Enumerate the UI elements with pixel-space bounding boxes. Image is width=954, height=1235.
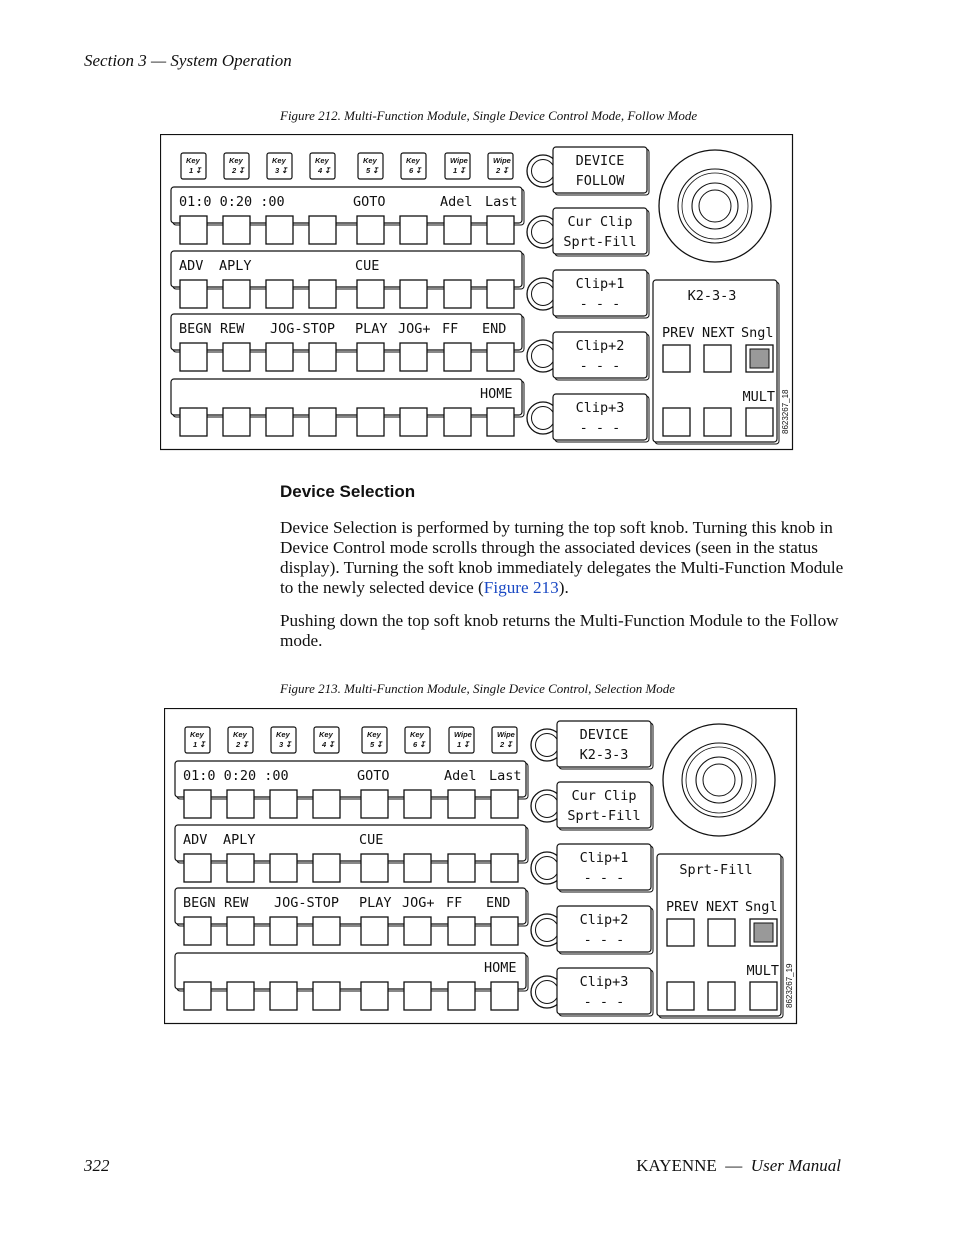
panel-button [491,982,518,1010]
panel-button [404,854,431,882]
soft-label-top: Clip+1 [575,276,625,292]
paragraph-1 [280,518,845,598]
soft-label-top: Cur Clip [567,214,633,230]
figure-212-diagram [160,134,794,451]
panel-button [313,917,340,945]
display-label: CUE [355,258,380,274]
panel-button [227,982,254,1010]
figure-213 [164,708,798,1026]
panel-button [357,216,384,244]
display-label: 01:0 0:20 :00 [179,194,285,210]
panel-button [487,343,514,371]
mini-key-label: Key [190,730,204,739]
panel-button [184,790,211,818]
panel-button [270,854,297,882]
display-label: PLAY [355,321,388,337]
joystick-center [703,764,735,796]
mini-key-number: 1 ↧ [457,740,470,749]
mini-key-number: 6 ↧ [413,740,426,749]
panel-button [313,854,340,882]
status-label: PREV [662,325,695,341]
display-label: ADV [179,258,204,274]
panel-button [180,408,207,436]
panel-button [491,854,518,882]
panel-button [400,216,427,244]
mini-key-label: Key [367,730,381,739]
soft-label-bottom: - - - [583,994,625,1010]
figure-212 [160,134,794,451]
status-label: NEXT [702,325,735,341]
panel-button [491,790,518,818]
status-label: PREV [666,899,699,915]
panel-button [448,982,475,1010]
soft-label-top: DEVICE [579,727,629,743]
mult-button [667,982,694,1010]
display-label: GOTO [357,768,390,784]
mini-key-label: Key [315,156,329,165]
mini-key-label: Key [319,730,333,739]
mini-key-number: 2 ↧ [496,166,509,175]
panel-button [400,408,427,436]
mini-key-number: 2 ↧ [232,166,245,175]
soft-label-bottom: Sprt-Fill [567,808,641,824]
soft-knob-inner [536,919,559,942]
panel-button [270,790,297,818]
panel-button [404,917,431,945]
figure-213-diagram [164,708,798,1026]
panel-button [227,917,254,945]
mini-key-number: 2 ↧ [236,740,249,749]
mult-button [704,408,731,436]
mini-key-label: Wipe [497,730,515,739]
mini-key-label: Key [363,156,377,165]
mini-key-number: 3 ↧ [275,166,288,175]
display-label: END [482,321,507,337]
panel-button [180,343,207,371]
panel-button [266,216,293,244]
display-label: Last [489,768,522,784]
panel-button [270,917,297,945]
panel-button [444,408,471,436]
paragraph-1-text: Device Selection is performed by turning the top soft knob. Turning this knob in Device Control mode scrolls through the associated devices (seen in the status display). Turning the soft knob immediately delegates the Multi-Function Module to the newly selected device ( [280,518,844,597]
panel-button [266,408,293,436]
panel-button [400,280,427,308]
panel-button [444,343,471,371]
panel-button [266,343,293,371]
mini-key-number: 4 ↧ [318,166,331,175]
figure-id: 8623267_18 [781,389,790,434]
mult-button [746,408,773,436]
soft-label-top: Clip+1 [579,850,629,866]
soft-label-top: Clip+2 [575,338,625,354]
mini-key-number: 5 ↧ [366,166,379,175]
panel-button [309,343,336,371]
paragraph-2: Pushing down the top soft knob returns the Multi-Function Module to the Follow mode. [280,611,839,650]
display-label: APLY [223,832,256,848]
mult-label: MULT [742,389,775,405]
panel-button [266,280,293,308]
mini-key-label: Key [233,730,247,739]
status-label: Sngl [741,325,774,341]
soft-label-bottom: - - - [579,358,621,374]
mini-key-label: Wipe [493,156,511,165]
panel-button [227,854,254,882]
mini-key-label: Wipe [454,730,472,739]
display-label: FF [446,895,463,911]
display-label: APLY [219,258,252,274]
status-button [708,919,735,946]
mini-key-label: Key [229,156,243,165]
display-label: PLAY [359,895,392,911]
panel-button [357,408,384,436]
mult-button [663,408,690,436]
mult-label: MULT [746,963,779,979]
soft-label-bottom: FOLLOW [575,173,625,189]
display-label: FF [442,321,459,337]
soft-label-bottom: - - - [579,296,621,312]
sngl-indicator [750,349,769,368]
section-heading: Device Selection [280,482,416,501]
display-label: JOG+ [402,895,435,911]
panel-button [487,408,514,436]
display-label: JOG-STOP [274,895,340,911]
mini-key-number: 1 ↧ [193,740,206,749]
panel-button [491,917,518,945]
panel-button [223,408,250,436]
panel-button [361,790,388,818]
sngl-indicator [754,923,773,942]
panel-button [313,790,340,818]
soft-knob-inner [536,857,559,880]
joystick-center [699,190,731,222]
soft-knob-inner [532,283,555,306]
soft-knob-inner [532,345,555,368]
panel-button [487,280,514,308]
panel-button [180,280,207,308]
status-button [663,345,690,372]
mini-key-number: 3 ↧ [279,740,292,749]
running-header: Section 3 — System Operation [84,51,292,70]
display-label: END [486,895,511,911]
soft-label-bottom: - - - [583,870,625,886]
panel-button [404,982,431,1010]
status-title: K2-3-3 [687,288,737,304]
panel-button [309,408,336,436]
soft-label-bottom: - - - [579,420,621,436]
mini-key-label: Key [406,156,420,165]
mini-key-number: 1 ↧ [453,166,466,175]
soft-label-top: DEVICE [575,153,625,169]
figure-213-link[interactable]: Figure 213 [483,578,559,597]
panel-button [227,790,254,818]
status-label: Sngl [745,899,778,915]
page-number: 322 [84,1156,110,1175]
panel-button [487,216,514,244]
mini-key-label: Key [276,730,290,739]
panel-button [309,280,336,308]
soft-label-bottom: K2-3-3 [579,747,629,763]
panel-button [361,982,388,1010]
soft-knob-inner [536,795,559,818]
panel-button [444,280,471,308]
soft-label-top: Clip+3 [579,974,629,990]
panel-button [357,343,384,371]
display-label: Adel [440,194,473,210]
soft-label-top: Cur Clip [571,788,637,804]
status-label: NEXT [706,899,739,915]
panel-button [223,216,250,244]
panel-button [448,854,475,882]
figure-213-caption: Figure 213. Multi-Function Module, Single Device Control, Selection Mode [280,681,676,696]
soft-label-bottom: - - - [583,932,625,948]
running-footer [636,1156,841,1176]
panel-button [361,917,388,945]
panel-button [270,982,297,1010]
manual-name: User Manual [750,1156,841,1175]
status-button [667,919,694,946]
panel-button [361,854,388,882]
panel-button [404,790,431,818]
panel-button [313,982,340,1010]
mini-key-number: 4 ↧ [322,740,335,749]
display-label: REW [220,321,245,337]
panel-button [184,854,211,882]
panel-button [184,917,211,945]
display-label: 01:0 0:20 :00 [183,768,289,784]
soft-label-top: Clip+3 [575,400,625,416]
display-label: JOG-STOP [270,321,336,337]
display-label: ADV [183,832,208,848]
product-name: KAYENNE [636,1156,717,1175]
status-title: Sprt-Fill [679,862,753,878]
mini-key-number: 2 ↧ [500,740,513,749]
paragraph-1-end: ). [558,578,569,597]
panel-button [223,280,250,308]
mini-key-number: 5 ↧ [370,740,383,749]
mini-key-label: Key [186,156,200,165]
mini-key-label: Wipe [450,156,468,165]
display-label: Last [485,194,518,210]
mult-button [708,982,735,1010]
panel-button [223,343,250,371]
status-button [704,345,731,372]
soft-knob-inner [532,407,555,430]
panel-button [184,982,211,1010]
display-label: HOME [480,386,513,402]
display-label: JOG+ [398,321,431,337]
panel-button [357,280,384,308]
panel-button [448,917,475,945]
soft-knob-inner [532,160,555,183]
footer-dash: — [725,1156,743,1175]
mini-key-label: Key [410,730,424,739]
figure-id: 8623267_19 [785,963,794,1008]
display-label: BEGN [179,321,212,337]
soft-label-top: Clip+2 [579,912,629,928]
display-label: HOME [484,960,517,976]
panel-button [309,216,336,244]
display-label: Adel [444,768,477,784]
soft-knob-inner [532,221,555,244]
mult-button [750,982,777,1010]
soft-knob-inner [536,734,559,757]
display-label: BEGN [183,895,216,911]
soft-knob-inner [536,981,559,1004]
mini-key-number: 1 ↧ [189,166,202,175]
panel-button [444,216,471,244]
panel-button [400,343,427,371]
soft-label-bottom: Sprt-Fill [563,234,637,250]
display-label: CUE [359,832,384,848]
display-label: GOTO [353,194,386,210]
figure-212-caption: Figure 212. Multi-Function Module, Single Device Control Mode, Follow Mode [280,108,698,123]
display-label: REW [224,895,249,911]
mini-key-label: Key [272,156,286,165]
panel-button [448,790,475,818]
panel-button [180,216,207,244]
mini-key-number: 6 ↧ [409,166,422,175]
